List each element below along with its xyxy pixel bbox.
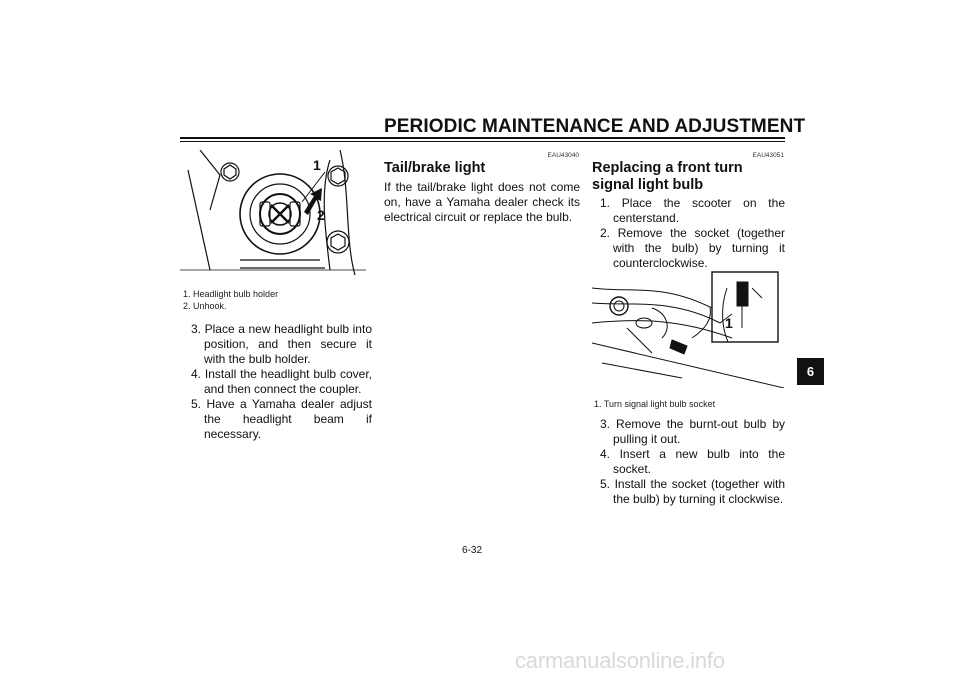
step-item: 5. Install the socket (together with the bulb) by turning it clockwise. bbox=[600, 477, 785, 506]
section-code: EAU43051 bbox=[752, 152, 784, 159]
right-steps-top bbox=[595, 196, 785, 271]
caption-item: 2. Unhook. bbox=[183, 301, 227, 311]
chapter-tab: 6 bbox=[797, 358, 824, 385]
callout-1: 1 bbox=[313, 157, 321, 173]
step-item: 4. Install the headlight bulb cover, and then connect the coupler. bbox=[191, 367, 372, 396]
step-item: 5. Have a Yamaha dealer adjust the headlight beam if necessary. bbox=[191, 397, 372, 441]
figure-caption: 1. Turn signal light bulb socket bbox=[594, 399, 716, 409]
right-steps-bottom bbox=[595, 417, 785, 507]
section-paragraph: If the tail/brake light does not come on, have a Yamaha dealer check its electrical circuit or replace the bulb. bbox=[384, 180, 580, 224]
left-steps-list bbox=[186, 322, 372, 442]
turn-signal-socket-figure bbox=[592, 268, 784, 388]
caption-item: 1. Headlight bulb holder bbox=[183, 289, 279, 299]
callout-1: 1 bbox=[725, 315, 733, 331]
step-item: 2. Remove the socket (together with the bulb) by turning it counterclockwise. bbox=[600, 226, 785, 270]
page-number: 6-32 bbox=[462, 545, 483, 556]
header-rule-thin bbox=[180, 141, 785, 142]
section-heading: Tail/brake light bbox=[384, 160, 486, 176]
watermark: carmanualsonline.info bbox=[515, 648, 725, 673]
callout-2: 2 bbox=[317, 207, 325, 223]
step-item: 4. Insert a new bulb into the socket. bbox=[600, 447, 785, 476]
figure-caption-list bbox=[183, 288, 373, 312]
section-heading: Replacing a front turn signal light bulb bbox=[592, 160, 743, 193]
header-rule bbox=[180, 137, 785, 139]
headlight-bulb-figure bbox=[180, 150, 366, 280]
step-item: 3. Remove the burnt-out bulb by pulling it out. bbox=[600, 417, 785, 446]
step-item: 3. Place a new headlight bulb into position, and then secure it with the bulb holder. bbox=[191, 322, 372, 366]
page-header-title: PERIODIC MAINTENANCE AND ADJUSTMENT bbox=[384, 116, 806, 137]
section-code: EAU43040 bbox=[547, 152, 579, 159]
step-item: 1. Place the scooter on the centerstand. bbox=[600, 196, 785, 225]
